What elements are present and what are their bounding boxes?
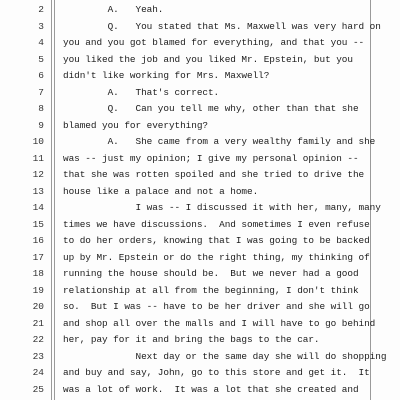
transcript-line [0,19,400,35]
line-text: I was -- I discussed it with her, many, many [63,202,381,213]
line-number: 5 [38,53,44,65]
transcript-line [0,233,400,249]
line-text: that she was rotten spoiled and she tried to drive the [63,169,365,180]
line-text: so. But I was -- have to be her driver and she will go [63,301,370,312]
line-number: 15 [32,218,44,230]
line-number: 2 [38,4,44,15]
line-number: 17 [32,251,44,263]
line-text: to do her orders, knowing that I was going to be backed [63,235,370,246]
transcript-line [0,250,400,266]
transcript-line [0,299,400,315]
line-text: A. She came from a very wealthy family and she [63,136,376,147]
line-text: Q. You stated that Ms. Maxwell was very hard on [63,20,381,32]
line-text: relationship at all from the beginning, I don't think [63,284,359,296]
line-number: 4 [38,37,44,48]
line-number: 21 [32,317,44,329]
transcript-line [0,283,400,299]
transcript-line [0,184,400,200]
transcript-line [0,217,400,233]
line-number: 16 [32,235,44,246]
line-text: you liked the job and you liked Mr. Epstein, but you [63,53,353,65]
line-text: her, pay for it and bring the bags to the car. [63,334,320,345]
line-number: 20 [32,301,44,312]
line-number: 7 [38,86,44,98]
line-number: 22 [32,334,44,345]
line-number: 19 [32,284,44,296]
line-number: 18 [32,268,44,279]
line-number: 25 [32,383,44,395]
line-number: 8 [38,103,44,114]
transcript-line [0,365,400,381]
line-text: didn't like working for Mrs. Maxwell? [63,70,270,81]
line-number: 23 [32,350,44,362]
transcript-line [0,316,400,332]
transcript-line [0,382,400,398]
line-text: and buy and say, John, go to this store and get it. It [63,367,370,378]
transcript-line [0,134,400,150]
line-text: up by Mr. Epstein or do the right thing, my thinking of [63,251,370,263]
transcript-line [0,35,400,51]
transcript-line [0,2,400,18]
transcript-line [0,85,400,101]
transcript-line [0,101,400,117]
transcript-line [0,151,400,167]
transcript-line [0,332,400,348]
transcript-line [0,349,400,365]
line-number: 9 [38,119,44,131]
line-number: 14 [32,202,44,213]
line-text: running the house should be. But we never had a good [63,268,359,279]
line-number: 13 [32,185,44,197]
line-text: was -- just my opinion; I give my personal opinion -- [63,152,359,164]
line-number: 10 [32,136,44,147]
line-text: Q. Can you tell me why, other than that she [63,103,359,114]
transcript-line [0,266,400,282]
line-number: 11 [32,152,44,164]
line-number: 6 [38,70,44,81]
line-text: A. Yeah. [63,4,164,15]
transcript-line [0,68,400,84]
transcript-line [0,200,400,216]
line-number: 12 [32,169,44,180]
transcript-line [0,167,400,183]
line-text: house like a palace and not a home. [63,185,259,197]
line-text: Next day or the same day she will do shopping [63,350,387,362]
line-text: was a lot of work. It was a lot that she created and [63,383,359,395]
line-text: A. That's correct. [63,86,220,98]
line-number: 3 [38,20,44,32]
line-text: times we have discussions. And sometimes I even refuse [63,218,370,230]
line-text: you and you got blamed for everything, and that you -- [63,37,365,48]
line-text: blamed you for everything? [63,119,208,131]
transcript-line [0,52,400,68]
line-text: and shop all over the malls and I will have to go behind [63,317,376,329]
line-number: 24 [32,367,44,378]
transcript-line [0,118,400,134]
